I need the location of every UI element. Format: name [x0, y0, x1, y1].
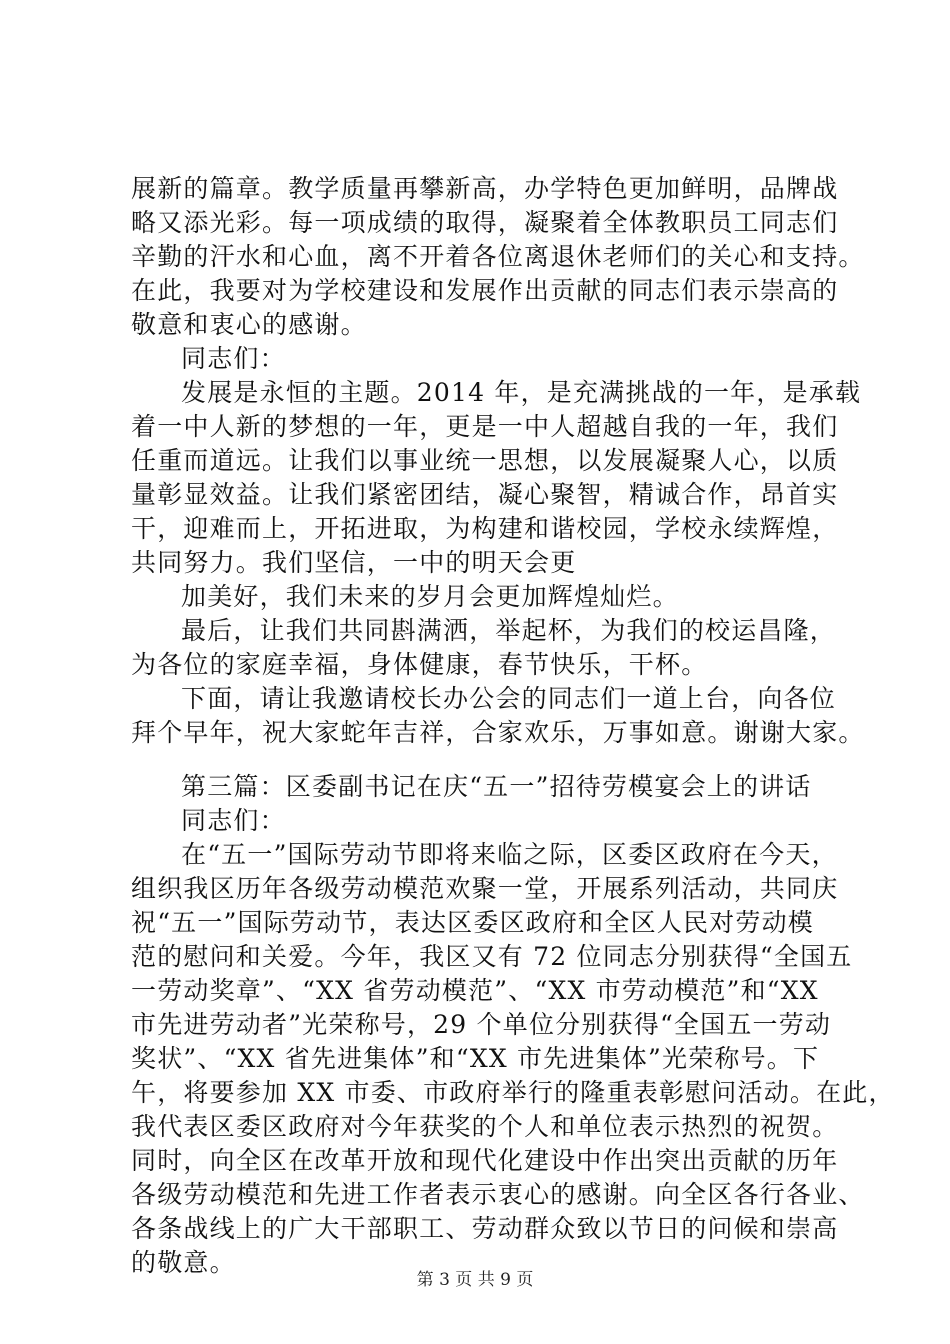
text-line: 展新的篇章。教学质量再攀新高，办学特色更加鲜明，品牌战	[131, 174, 839, 203]
text-line: 一劳动奖章”、“XX 省劳动模范”、“XX 市劳动模范”和“XX	[131, 976, 819, 1005]
paragraph-1	[131, 172, 865, 342]
text-line: 我代表区委区政府对今年获奖的个人和单位表示热烈的祝贺。	[131, 1112, 839, 1141]
text-line: 同时，向全区在改革开放和现代化建设中作出突出贡献的历年	[131, 1146, 839, 1175]
text-line: 各条战线上的广大干部职工、劳动群众致以节日的问候和崇高	[131, 1214, 839, 1243]
text-line: 在“五一”国际劳动节即将来临之际，区委区政府在今天，	[181, 840, 838, 869]
paragraph-6	[131, 838, 895, 1280]
salutation: 同志们：	[181, 806, 286, 835]
section-spacer	[131, 750, 861, 770]
text-line: 加美好，我们未来的岁月会更加辉煌灿烂。	[181, 582, 679, 611]
text-line: 组织我区历年各级劳动模范欢聚一堂，开展系列活动，共同庆	[131, 874, 839, 903]
page-number: 第 3 页 共 9 页	[416, 1270, 534, 1290]
text-line: 略又添光彩。每一项成绩的取得，凝聚着全体教职员工同志们	[131, 208, 839, 237]
text-line: 共同努力。我们坚信，一中的明天会更	[131, 548, 577, 577]
paragraph-5	[131, 682, 865, 750]
text-line: 干，迎难而上，开拓进取，为构建和谐校园，学校永续辉煌，	[131, 514, 839, 543]
paragraph-4	[131, 614, 861, 682]
text-line: 市先进劳动者”光荣称号，29 个单位分别获得“全国五一劳动	[131, 1010, 832, 1039]
text-line: 量彰显效益。让我们紧密团结，凝心聚智，精诚合作，昂首实	[131, 480, 839, 509]
text-line: 范的慰问和关爱。今年，我区又有 72 位同志分别获得“全国五	[131, 942, 853, 971]
paragraph-2	[131, 376, 861, 580]
text-line: 的敬意。	[131, 1248, 236, 1277]
document-body	[131, 172, 895, 1280]
paragraph-3	[131, 580, 861, 614]
text-line: 着一中人新的梦想的一年，更是一中人超越自我的一年，我们	[131, 412, 839, 441]
text-line: 为各位的家庭幸福，身体健康，春节快乐，干杯。	[131, 650, 708, 679]
text-line: 下面，请让我邀请校长办公会的同志们一道上台，向各位	[181, 684, 837, 713]
section-title: 第三篇：区委副书记在庆“五一”招待劳模宴会上的讲话	[181, 772, 812, 801]
text-line: 祝“五一”国际劳动节，表达区委区政府和全区人民对劳动模	[131, 908, 814, 937]
text-line: 辛勤的汗水和心血，离不开着各位离退休老师们的关心和支持。	[131, 242, 865, 271]
text-line: 发展是永恒的主题。2014 年，是充满挑战的一年，是承载	[181, 378, 862, 407]
text-line: 敬意和衷心的感谢。	[131, 310, 367, 339]
text-line: 任重而道远。让我们以事业统一思想，以发展凝聚人心，以质	[131, 446, 839, 475]
text-line: 午，将要参加 XX 市委、市政府举行的隆重表彰慰问活动。在此，	[131, 1078, 895, 1107]
text-line: 各级劳动模范和先进工作者表示衷心的感谢。向全区各行各业、	[131, 1180, 865, 1209]
text-line: 拜个早年，祝大家蛇年吉祥，合家欢乐，万事如意。谢谢大家。	[131, 718, 865, 747]
text-line: 最后，让我们共同斟满洒，举起杯，为我们的校运昌隆，	[181, 616, 837, 645]
salutation: 同志们：	[181, 344, 286, 373]
text-line: 在此，我要对为学校建设和发展作出贡献的同志们表示崇高的	[131, 276, 839, 305]
text-line: 奖状”、“XX 省先进集体”和“XX 市先进集体”光荣称号。下	[131, 1044, 820, 1073]
